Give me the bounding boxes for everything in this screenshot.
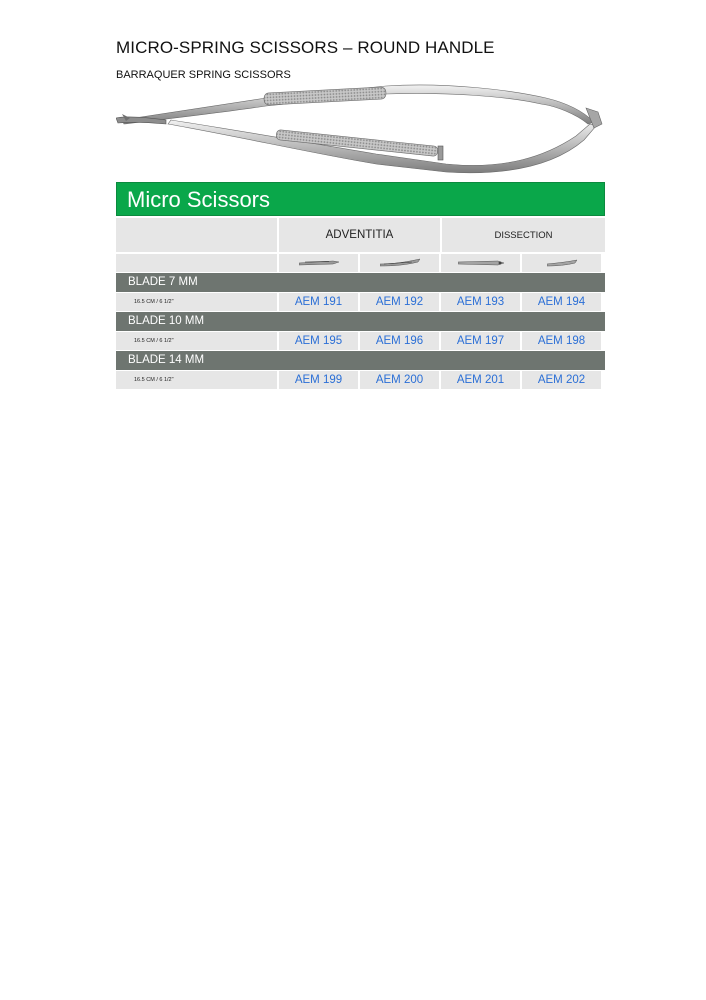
product-code: AEM 202 bbox=[522, 371, 601, 389]
product-code: AEM 200 bbox=[360, 371, 439, 389]
product-table bbox=[116, 182, 605, 389]
product-code: AEM 197 bbox=[441, 332, 520, 350]
product-code: AEM 193 bbox=[441, 293, 520, 311]
product-code: AEM 199 bbox=[279, 371, 358, 389]
table-row bbox=[116, 332, 605, 350]
product-code: AEM 192 bbox=[360, 293, 439, 311]
product-code: AEM 198 bbox=[522, 332, 601, 350]
blade-14mm-header: BLADE 14 MM bbox=[116, 351, 605, 370]
tip-image-3 bbox=[441, 254, 520, 272]
scissors-product-image bbox=[116, 84, 608, 176]
product-code: AEM 194 bbox=[522, 293, 601, 311]
table-banner: Micro Scissors bbox=[116, 182, 605, 216]
blade-10mm-header: BLADE 10 MM bbox=[116, 312, 605, 331]
product-code: AEM 191 bbox=[279, 293, 358, 311]
empty-header-cell bbox=[116, 218, 277, 252]
tip-image-2 bbox=[360, 254, 439, 272]
empty-image-cell bbox=[116, 254, 277, 272]
size-cell: 16.5 CM / 6 1/2" bbox=[116, 371, 277, 389]
group-header-dissection: DISSECTION bbox=[442, 218, 605, 252]
product-code: AEM 196 bbox=[360, 332, 439, 350]
table-row bbox=[116, 293, 605, 311]
tip-image-1 bbox=[279, 254, 358, 272]
page-title: MICRO-SPRING SCISSORS – ROUND HANDLE bbox=[116, 38, 495, 57]
group-header-adventitia: ADVENTITIA bbox=[279, 218, 440, 252]
size-cell: 16.5 CM / 6 1/2" bbox=[116, 332, 277, 350]
blade-7mm-header: BLADE 7 MM bbox=[116, 273, 605, 292]
group-header-row bbox=[116, 218, 605, 252]
tip-image-row bbox=[116, 254, 605, 272]
tip-image-4 bbox=[522, 254, 601, 272]
product-code: AEM 201 bbox=[441, 371, 520, 389]
table-row bbox=[116, 371, 605, 389]
page-subtitle: BARRAQUER SPRING SCISSORS bbox=[116, 69, 291, 81]
product-code: AEM 195 bbox=[279, 332, 358, 350]
size-cell: 16.5 CM / 6 1/2" bbox=[116, 293, 277, 311]
